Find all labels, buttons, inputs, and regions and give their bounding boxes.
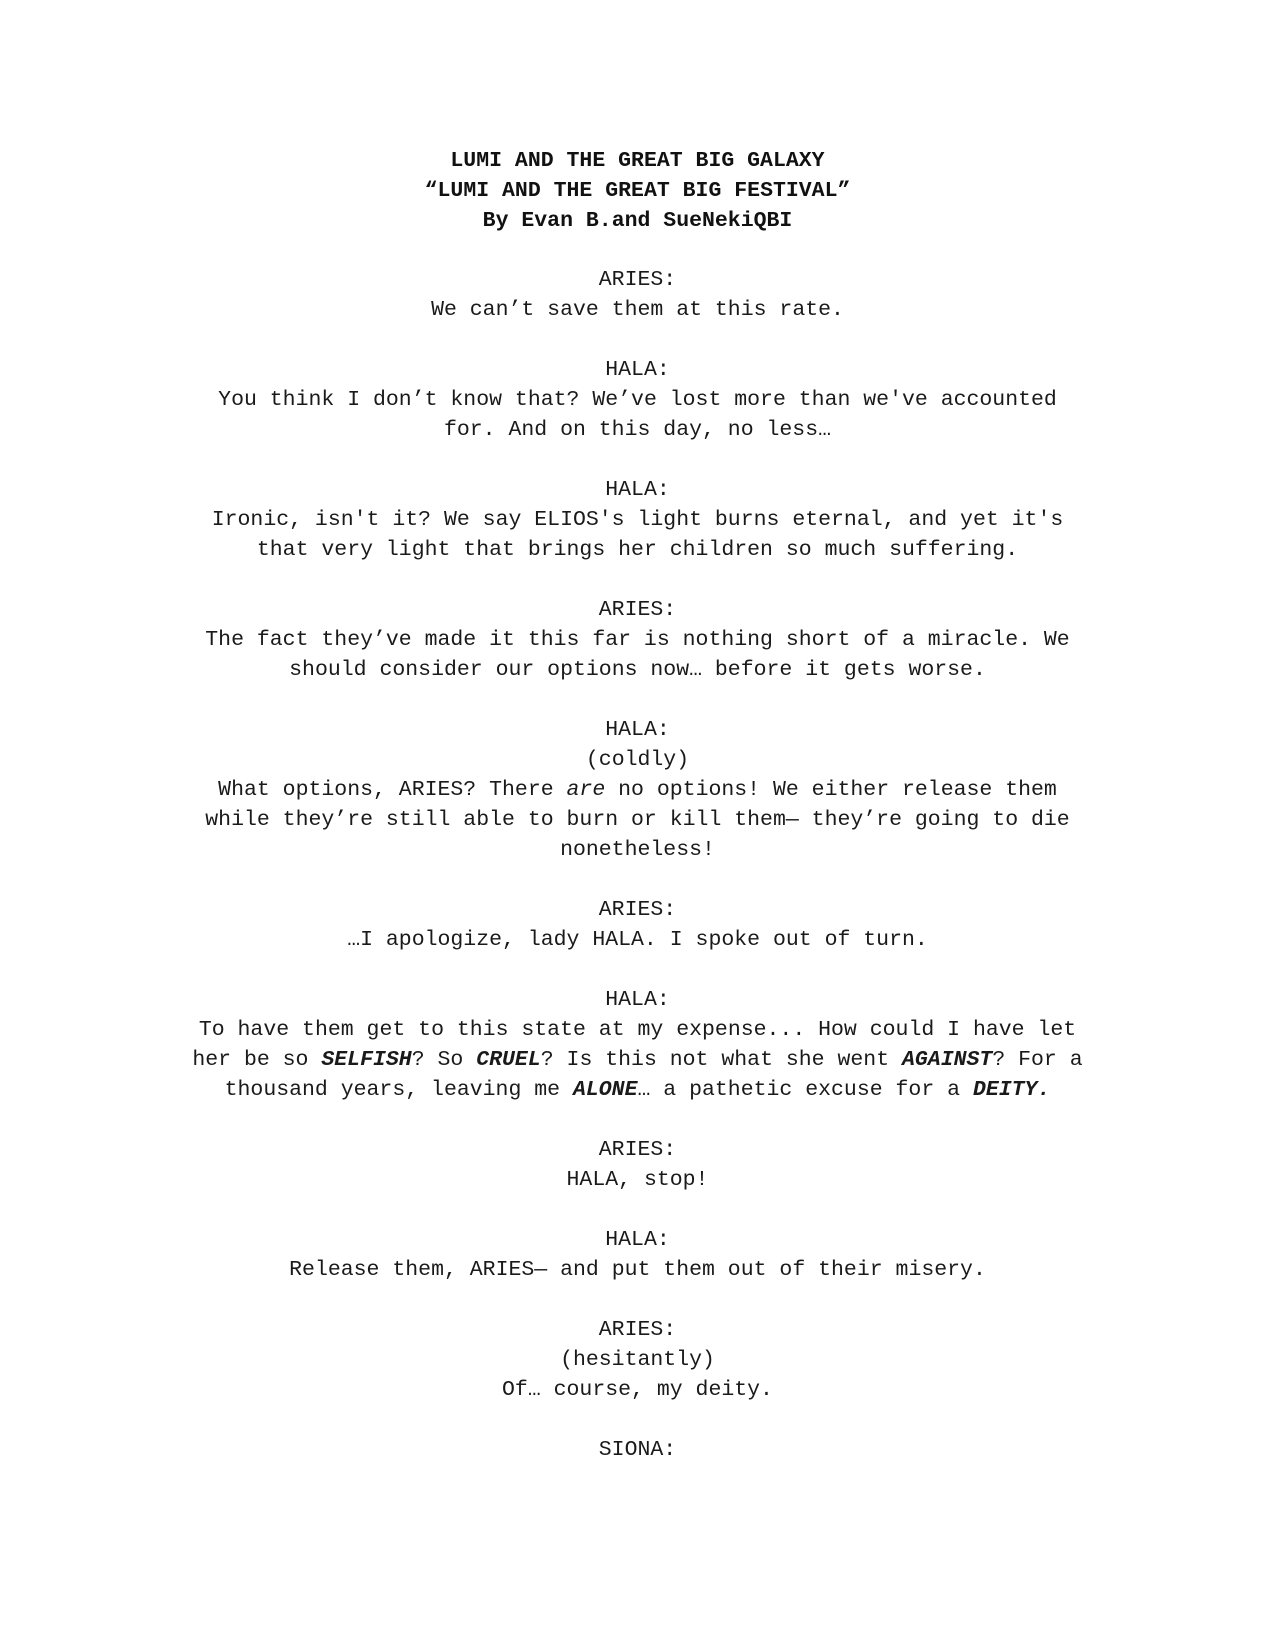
speaker-name: HALA: (605, 358, 670, 382)
speaker-name: HALA: (605, 988, 670, 1012)
parenthetical: (hesitantly) (560, 1348, 715, 1372)
title-block (140, 146, 1135, 236)
dialogue-line: should consider our options now… before it gets worse. (289, 658, 986, 682)
dialogue-line: for. And on this day, no less… (443, 418, 832, 442)
dialogue-block (140, 1435, 1135, 1465)
dialogue-text: no options! We either release them (605, 778, 1057, 802)
dialogue-text: her be so (192, 1048, 322, 1072)
series-title: LUMI AND THE GREAT BIG GALAXY (450, 149, 825, 173)
speaker-name: SIONA: (598, 1438, 677, 1462)
dialogue-line: We can’t save them at this rate. (431, 298, 844, 322)
speaker-name: HALA: (605, 478, 670, 502)
speaker-name: ARIES: (598, 1138, 677, 1162)
dialogue-text: ? So (411, 1048, 477, 1072)
speaker-name: ARIES: (598, 598, 677, 622)
dialogue-line: To have them get to this state at my expense... How could I have let (198, 1018, 1077, 1042)
dialogue-block (140, 1225, 1135, 1285)
emphasis-text: AGAINST (902, 1048, 993, 1072)
speaker-name: ARIES: (598, 1318, 677, 1342)
dialogue-line: while they’re still able to burn or kill them— they’re going to die (205, 808, 1070, 832)
parenthetical: (coldly) (585, 748, 690, 772)
dialogue-text: thousand years, leaving me (224, 1078, 573, 1102)
dialogue-text: ? Is this not what she went (540, 1048, 902, 1072)
dialogue-line: You think I don’t know that? We’ve lost more than we've accounted (218, 388, 1057, 412)
speaker-name: ARIES: (598, 898, 677, 922)
dialogue-line: nonetheless! (560, 838, 715, 862)
emphasis-text: CRUEL (476, 1048, 541, 1072)
dialogue-block (140, 475, 1135, 565)
dialogue-text: ? For a (992, 1048, 1083, 1072)
emphasis-text: are (566, 778, 606, 802)
episode-title: “LUMI AND THE GREAT BIG FESTIVAL” (424, 179, 851, 203)
dialogue-block (140, 595, 1135, 685)
dialogue-line: Of… course, my deity. (502, 1378, 773, 1402)
dialogue-text: What options, ARIES? There (218, 778, 567, 802)
emphasis-text: SELFISH (321, 1048, 412, 1072)
dialogue-block (140, 895, 1135, 955)
dialogue-block (140, 1135, 1135, 1195)
dialogue-block (140, 985, 1135, 1105)
dialogue-block (140, 715, 1135, 865)
dialogue-block (140, 355, 1135, 445)
dialogue-line: Release them, ARIES— and put them out of their misery. (289, 1258, 986, 1282)
dialogue-line: …I apologize, lady HALA. I spoke out of turn. (347, 928, 928, 952)
byline: By Evan B.and SueNekiQBI (482, 209, 793, 233)
dialogue-line: Ironic, isn't it? We say ELIOS's light burns eternal, and yet it's (211, 508, 1064, 532)
speaker-name: HALA: (605, 718, 670, 742)
dialogue-block (140, 265, 1135, 325)
emphasis-text: ALONE (572, 1078, 638, 1102)
speaker-name: ARIES: (598, 268, 677, 292)
dialogue-line: HALA, stop! (566, 1168, 709, 1192)
dialogue-line: that very light that brings her children so much suffering. (256, 538, 1019, 562)
emphasis-text: DEITY. (972, 1078, 1051, 1102)
dialogue-line (140, 1075, 1135, 1105)
dialogue-line (140, 775, 1135, 805)
dialogue-block (140, 1315, 1135, 1405)
script-body (140, 146, 1135, 1495)
speaker-name: HALA: (605, 1228, 670, 1252)
dialogue-text: … a pathetic excuse for a (637, 1078, 973, 1102)
dialogue-line: The fact they’ve made it this far is nothing short of a miracle. We (205, 628, 1070, 652)
dialogue-line (140, 1045, 1135, 1075)
